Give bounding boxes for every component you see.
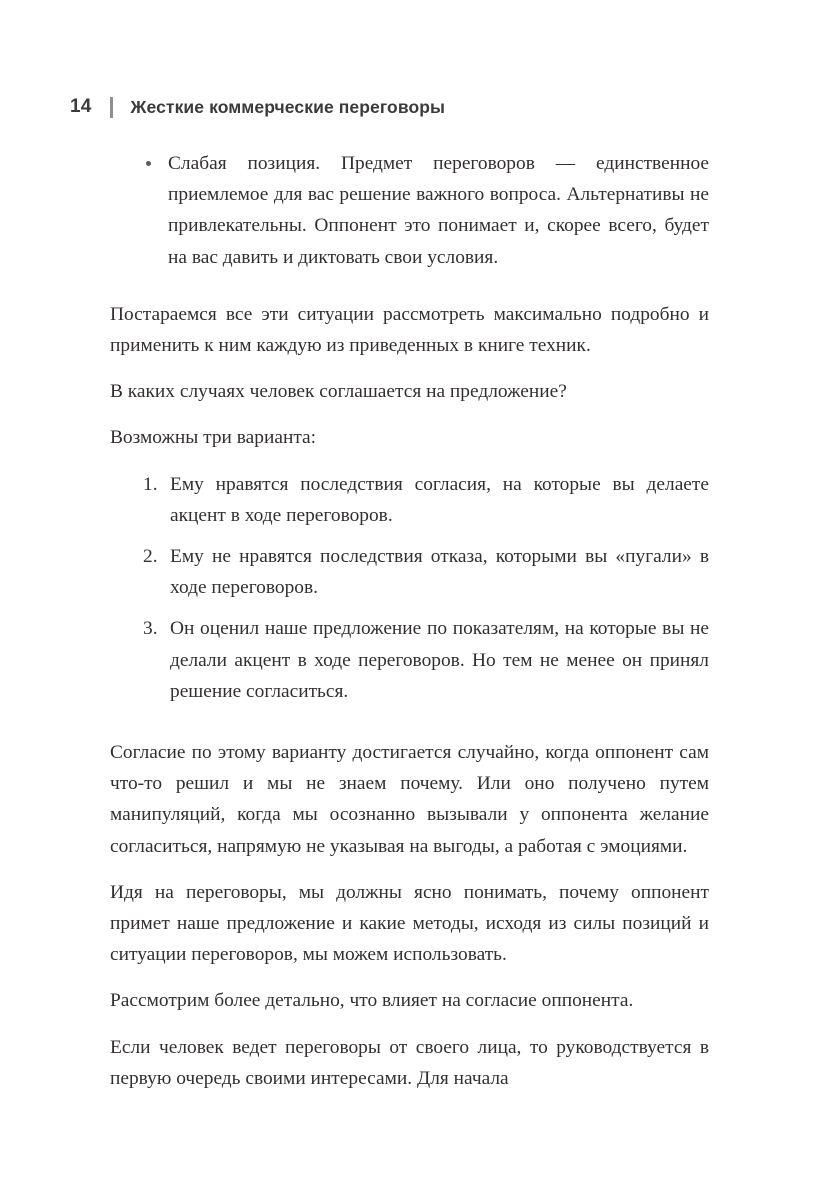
list-item-text: Он оценил наше предложение по показателям, на которые вы не делали акцент в ходе переговоров. Но тем не менее он принял решение согласиться.	[170, 618, 709, 702]
paragraph-2: В каких случаях человек соглашается на предложение?	[110, 381, 567, 403]
list-item-text: Ему нравятся последствия согласия, на которые вы делаете акцент в ходе переговоров.	[170, 473, 709, 526]
header-separator-rule	[110, 97, 113, 118]
list-item	[110, 148, 709, 273]
paragraph-7: Если человек ведет переговоры от своего лица, то руководствуется в первую очередь своими интересами. Для начала	[110, 1036, 709, 1089]
running-header	[70, 94, 445, 120]
list-item	[110, 469, 709, 531]
paragraph-5: Идя на переговоры, мы должны ясно понимать, почему оппонент примет наше предложение и какие методы, исходя из силы позиций и ситуации переговоров, мы можем использовать.	[110, 881, 709, 966]
paragraph-4: Согласие по этому варианту достигается случайно, когда оппонент сам что-то решил и мы не знаем почему. Или оно получено путем манипуляций, когда мы осознанно вызывали у оппонента желание согласиться, напрямую не указывая на выгоды, а работая с эмоциями.	[110, 742, 709, 857]
page-number: 14	[70, 96, 92, 117]
list-item-marker: 1.	[143, 473, 158, 495]
bullet-list	[110, 148, 709, 273]
bullet-dot-icon	[146, 161, 151, 166]
numbered-list	[110, 469, 709, 707]
paragraph-1: Постараемся все эти ситуации рассмотреть максимально подробно и применить к ним каждую из приведенных в книге техник.	[110, 303, 709, 357]
list-item	[110, 613, 709, 707]
list-item-marker: 3.	[143, 618, 158, 640]
list-item-text: Слабая позиция. Предмет переговоров — единственное приемлемое для вас решение важного вопроса. Альтернативы не привлекательны. Оппонент это понимает и, скорее всего, будет на вас давить и диктовать свои условия.	[168, 153, 709, 268]
block-spacer	[110, 721, 709, 737]
list-item-text: Ему не нравятся последствия отказа, которыми вы «пугали» в ходе переговоров.	[170, 546, 709, 599]
text-column	[110, 148, 709, 1094]
list-item-marker: 2.	[143, 546, 158, 568]
book-title: Жесткие коммерческие переговоры	[130, 97, 446, 117]
paragraph-3: Возможны три варианта:	[110, 427, 317, 449]
paragraph-6: Рассмотрим более детально, что влияет на согласие оппонента.	[110, 990, 634, 1012]
block-spacer	[110, 288, 709, 299]
list-item	[110, 541, 709, 603]
